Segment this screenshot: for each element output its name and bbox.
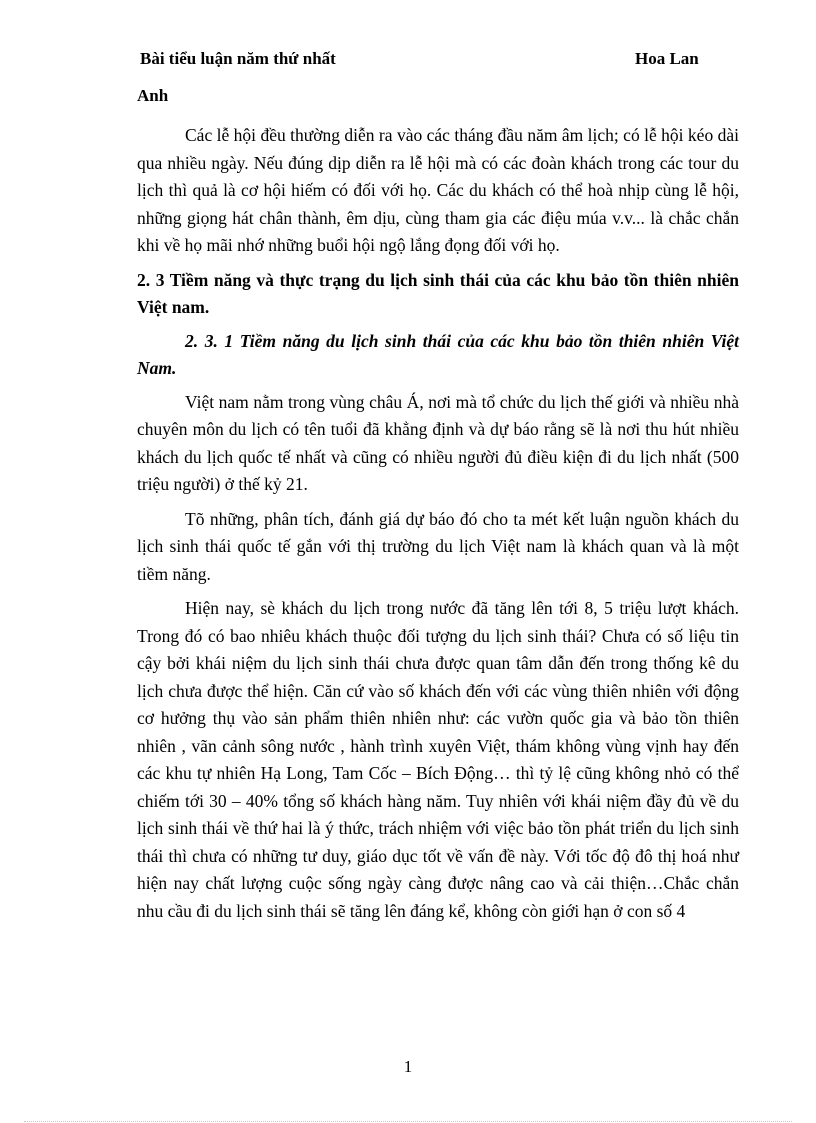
section-heading-2-3: 2. 3 Tiềm năng và thực trạng du lịch sinh thái của các khu bảo tồn thiên nhiên Việt nam. xyxy=(137,269,739,317)
paragraph-festivals: Các lễ hội đều thường diễn ra vào các tháng đầu năm âm lịch; có lễ hội kéo dài qua nhiều ngày. Nếu đúng dịp diễn ra lễ hội mà có các đoàn khách trong các tour du lịch thì quả là cơ hội hiếm có đối với họ. Các du khách có thể hoà nhịp cùng lễ hội, những giọng hát chân thành, êm dịu, cùng tham gia các điệu múa v.v... là chắc chắn khi về họ mãi nhớ những buổi hội ngộ lắng đọng đối với họ. xyxy=(137,125,739,255)
header-author-continued: Anh xyxy=(137,86,169,105)
document-body xyxy=(137,122,739,932)
paragraph-vietnam-asia: Việt nam nằm trong vùng châu Á, nơi mà tổ chức du lịch thế giới và nhiều nhà chuyên môn du lịch có tên tuổi đã khẳng định và dự báo rằng sẽ là nơi thu hút nhiều khách du lịch quốc tế nhất và cũng có nhiều người đủ điều kiện đi du lịch nhất (500 triệu người) ở thế kỷ 21. xyxy=(137,391,739,494)
page-number: 1 xyxy=(403,1057,413,1076)
paragraph-domestic-tourists: Hiện nay, sè khách du lịch trong nước đã tăng lên tới 8, 5 triệu lượt khách. Trong đó có bao nhiêu khách thuộc đối tượng du lịch sinh thái? Chưa có số liệu tin cậy bởi khái niệm du lịch sinh thái chưa được quan tâm dẫn đến trong thống kê du lịch chưa được thể hiện. Căn cứ vào số khách đến với các vùng thiên nhiên với động cơ hưởng thụ vào sản phẩm thiên nhiên như: các vườn quốc gia và bảo tồn thiên nhiên , vãn cảnh sông nước , hành trình xuyên Việt, thám không vùng vịnh hay đến các khu tự nhiên Hạ Long, Tam Cốc – Bích Động… thì tỷ lệ cũng không nhỏ có thể chiếm tới 30 – 40% tổng số khách hàng năm. Tuy nhiên với khái niệm đầy đủ về du lịch sinh thái về thứ hai là ý thức, trách nhiệm với việc bảo tồn phát triển du lịch sinh thái thì chưa có những tư duy, giáo dục tốt về vấn đề này. Với tốc độ đô thị hoá như hiện nay chất lượng cuộc sống ngày càng được nâng cao và cải thiện…Chắc chắn nhu cầu đi du lịch sinh thái sẽ tăng lên đáng kể, không còn giới hạn ở con số 4 xyxy=(137,598,739,921)
header-title: Bài tiểu luận năm thứ nhất xyxy=(140,49,336,68)
page-bottom-divider xyxy=(24,1121,792,1122)
subsection-heading-2-3-1: 2. 3. 1 Tiềm năng du lịch sinh thái của các khu bảo tồn thiên nhiên Việt Nam. xyxy=(137,330,739,378)
header-author: Hoa Lan xyxy=(635,49,699,68)
paragraph-conclusion: Tõ những, phân tích, đánh giá dự báo đó cho ta mét kết luận nguồn khách du lịch sinh thái quốc tế gắn với thị trường du lịch Việt nam là khách quan và là một tiềm năng. xyxy=(137,508,739,584)
